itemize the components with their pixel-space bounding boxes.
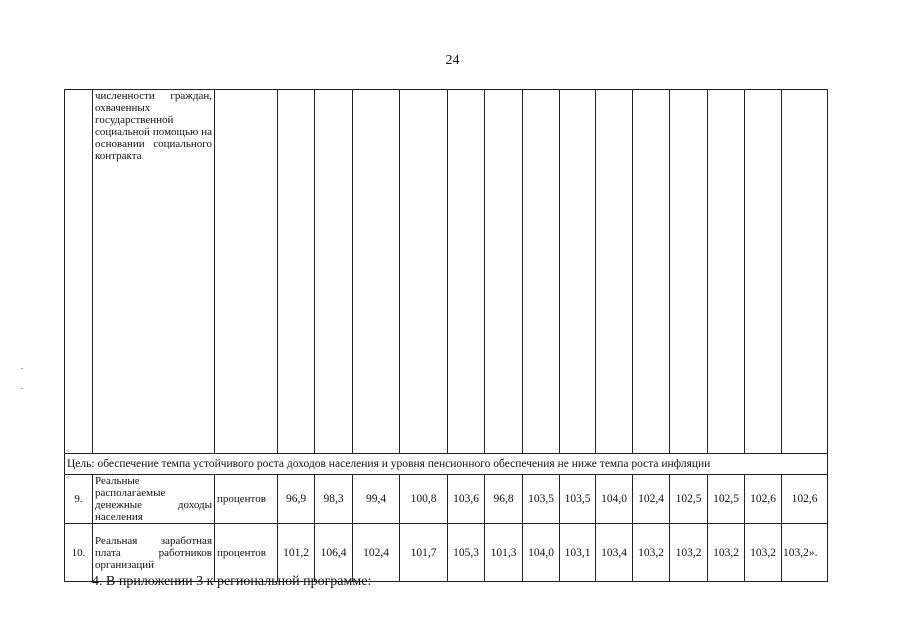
value-cell: 96,8: [485, 475, 523, 524]
value-cell: 103,6: [448, 475, 485, 524]
value-cell: 99,4: [353, 475, 400, 524]
indicator-name: Реальная заработная плата работников организаций: [93, 524, 215, 582]
row-number: 9.: [65, 475, 93, 524]
indicator-name: Реальные располагаемые денежные доходы населения: [93, 475, 215, 524]
indicators-table: [64, 89, 828, 582]
unit-cell: процентов: [215, 475, 278, 524]
table-row: [65, 475, 828, 524]
table-cell: [485, 90, 523, 454]
value-cell: 103,2: [708, 524, 745, 582]
value-cell: 100,8: [400, 475, 448, 524]
table-cell: [448, 90, 485, 454]
table-cell: [65, 90, 93, 454]
table-cell: [400, 90, 448, 454]
table-cell: [523, 90, 560, 454]
unit-cell: процентов: [215, 524, 278, 582]
page-number: 24: [445, 53, 460, 68]
value-cell: 103,4: [596, 524, 633, 582]
table-cell: [633, 90, 670, 454]
value-cell: 106,4: [315, 524, 353, 582]
goal-text: Цель: обеспечение темпа устойчивого роста доходов населения и уровня пенсионного обеспечения не ниже темпа роста инфляции: [65, 454, 828, 475]
table-cell: [708, 90, 745, 454]
table-cell: [215, 90, 278, 454]
value-cell: 103,1: [560, 524, 596, 582]
margin-mark: [21, 388, 23, 389]
value-cell: 104,0: [523, 524, 560, 582]
value-cell: 102,6: [782, 475, 828, 524]
table-cell: [670, 90, 708, 454]
value-cell: 103,2: [745, 524, 782, 582]
row-number: 10.: [65, 524, 93, 582]
value-cell: 102,4: [633, 475, 670, 524]
value-cell: 103,2».: [782, 524, 828, 582]
value-cell: 102,5: [708, 475, 745, 524]
value-cell: 103,5: [523, 475, 560, 524]
table-row: [65, 524, 828, 582]
table-cell: [315, 90, 353, 454]
value-cell: 105,3: [448, 524, 485, 582]
table-cell: [278, 90, 315, 454]
value-cell: 101,3: [485, 524, 523, 582]
goal-row: [65, 454, 828, 475]
value-cell: 101,2: [278, 524, 315, 582]
value-cell: 103,2: [670, 524, 708, 582]
table-cell: [782, 90, 828, 454]
value-cell: 102,6: [745, 475, 782, 524]
value-cell: 103,2: [633, 524, 670, 582]
value-cell: 101,7: [400, 524, 448, 582]
value-cell: 102,4: [353, 524, 400, 582]
value-cell: 102,5: [670, 475, 708, 524]
table-cell: [353, 90, 400, 454]
value-cell: 104,0: [596, 475, 633, 524]
value-cell: 96,9: [278, 475, 315, 524]
continued-indicator-text: численности граждан, охваченных государственной социальной помощью на основании социального контракта: [93, 90, 215, 454]
value-cell: 98,3: [315, 475, 353, 524]
continued-row: [65, 90, 828, 454]
table-cell: [596, 90, 633, 454]
footnote-text: 4. В приложении 3 к региональной программе:: [92, 574, 372, 589]
table-cell: [560, 90, 596, 454]
table-cell: [745, 90, 782, 454]
value-cell: 103,5: [560, 475, 596, 524]
margin-mark: [21, 368, 23, 369]
